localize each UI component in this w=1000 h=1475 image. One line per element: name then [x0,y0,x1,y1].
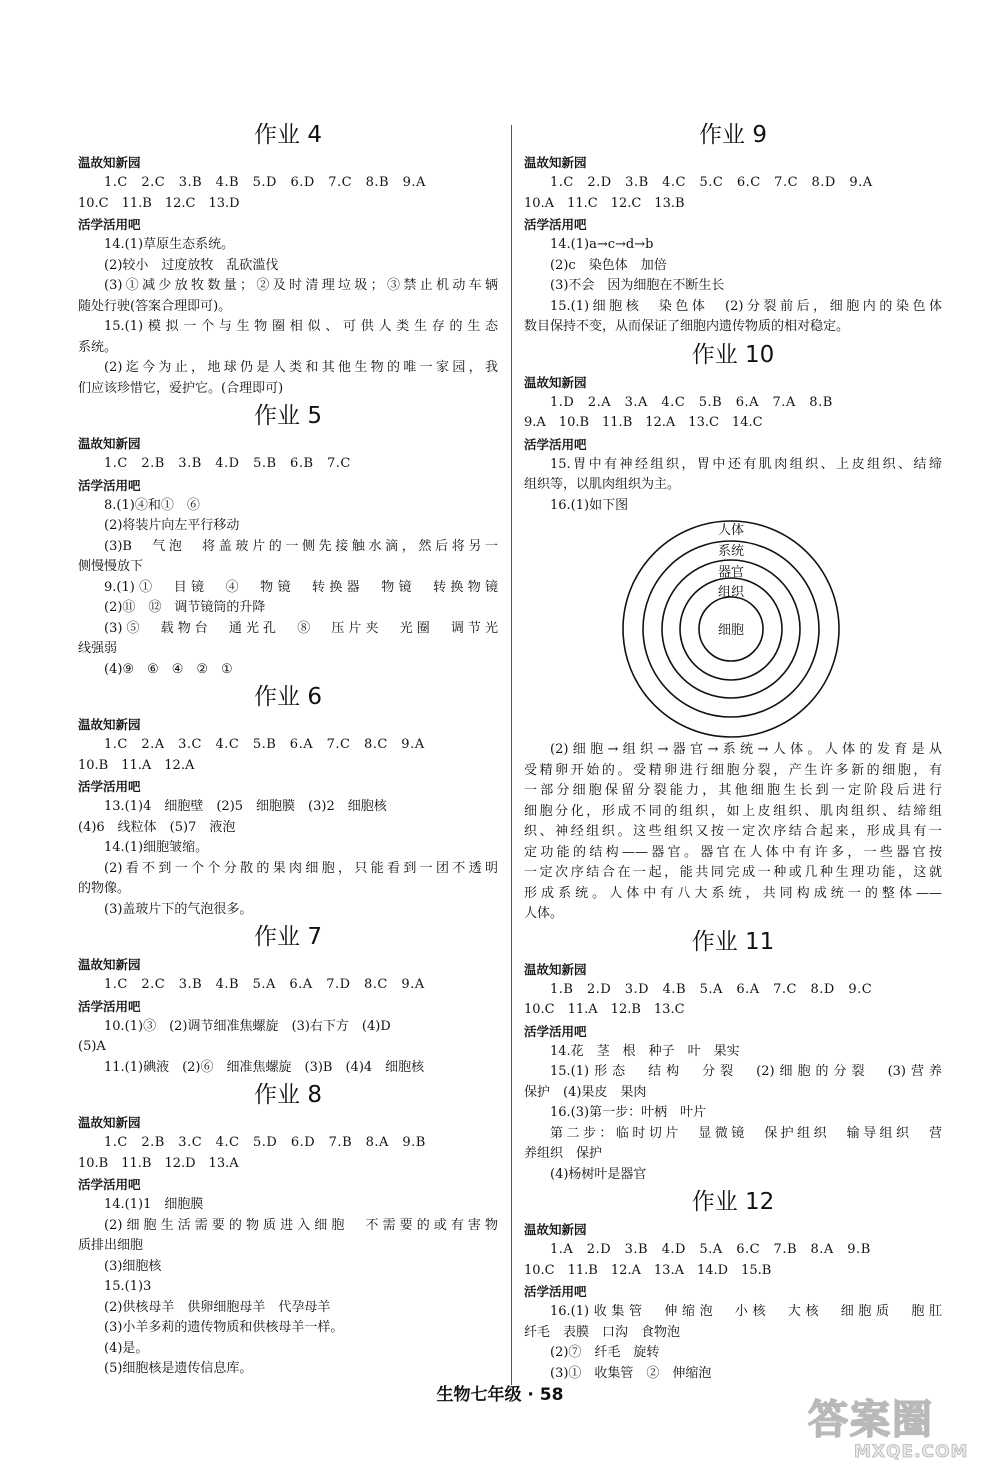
subsection-heading: 温故知新园 [524,1222,587,1237]
answer-line: (2)⑦ 纤毛 旋转 [550,1345,660,1360]
answer-line: 受精卵开始的。受精卵进行细胞分裂，产生许多新的细胞，有 [524,762,942,778]
answer-line: (3)细胞核 [104,1258,162,1274]
answer-line: 们应该珍惜它，爱护它。(合理即可) [78,380,284,396]
diagram-label-2: 系统 [717,544,745,559]
answer-line: (5)细胞核是遗传信息库。 [104,1361,253,1376]
subsection-heading: 温故知新园 [78,155,141,170]
answer-line: (2)看不到一个个分散的果肉细胞，只能看到一团不透明 [104,860,498,876]
diagram-label-4: 组织 [717,585,745,600]
answer-line: 15.(1)形态 结构 分裂 (2)细胞的分裂 (3)营养 [550,1064,942,1079]
answer-line: 数目保持不变，从而保证了细胞内遗传物质的相对稳定。 [524,319,850,334]
left-column [78,118,498,1380]
answer-line: (2)c 染色体 加倍 [550,257,667,273]
answer-line: 1.C 2.B 3.C 4.C 5.D 6.D 7.B 8.A 9.B [104,1135,426,1150]
answer-line: 15.(1)3 [104,1279,152,1294]
answer-line: (4)⑨ ⑥ ④ ② ① [104,661,233,677]
answer-line: (3)⑤ 载物台 通光孔 ⑧ 压片夹 光圈 调节光 [104,620,498,636]
answer-line: (2)供核母羊 供卵细胞母羊 代孕母羊 [104,1299,331,1315]
answer-line: 14.(1)细胞皱缩。 [104,840,209,855]
answer-line: 10.B 11.B 12.D 13.A [78,1155,239,1171]
section-title: 作业 11 [691,928,775,955]
concentric-diagram [620,518,842,740]
answer-line: 的物像。 [78,881,131,896]
answer-line: 1.C 2.D 3.B 4.C 5.C 6.C 7.C 8.D 9.A [550,175,873,190]
answer-line: 9.(1)① 目镜 ④ 物镜 转换器 物镜 转换物镜 [104,579,498,595]
answer-line: 系统。 [78,339,118,355]
subsection-heading: 活学活用吧 [524,436,587,452]
answer-line: 14.花 茎 根 种子 叶 果实 [550,1043,740,1059]
answer-line: 13.(1)4 细胞壁 (2)5 细胞膜 (3)2 细胞核 [104,799,387,814]
subsection-heading: 活学活用吧 [524,217,587,232]
subsection-heading: 温故知新园 [78,1115,141,1130]
answer-line: 1.C 2.C 3.B 4.B 5.D 6.D 7.C 8.B 9.A [104,175,426,190]
section-title: 作业 12 [691,1189,775,1215]
answer-line: 10.B 11.A 12.A [78,757,195,773]
page-footer: 生物七年级 · 58 [436,1385,564,1405]
answer-line: 14.(1)1 细胞膜 [104,1197,204,1212]
answer-line: 10.(1)③ (2)调节细准焦螺旋 (3)右下方 (4)D [104,1018,391,1034]
subsection-heading: 温故知新园 [78,957,141,972]
section-title: 作业 6 [254,684,322,710]
answer-line: 8.(1)④和① ⑥ [104,497,200,513]
answer-line: (3)①减少放牧数量；②及时清理垃圾；③禁止机动车辆 [104,278,498,293]
section-title: 作业 9 [699,122,767,148]
subsection-heading: 活学活用吧 [78,477,141,493]
column-divider [511,125,512,1385]
answer-line: (2)迄今为止，地球仍是人类和其他生物的唯一家园，我 [104,360,498,375]
subsection-heading: 活学活用吧 [524,1284,587,1299]
watermark-main: 答案圈 [808,1397,934,1443]
subsection-heading: 活学活用吧 [78,217,141,232]
subsection-heading: 温故知新园 [78,436,141,451]
subsection-heading: 温故知新园 [524,961,587,977]
answer-line: (4)杨树叶是器官 [550,1166,647,1182]
answer-line: (5)A [78,1039,106,1054]
answer-line: 第二步：临时切片 显微镜 保护组织 输导组织 营 [550,1125,942,1141]
answer-line: 15.(1)细胞核 染色体 (2)分裂前后，细胞内的染色体 [550,298,942,314]
answer-line: (2)将装片向左平行移动 [104,518,240,533]
section-title: 作业 8 [254,1082,322,1108]
right-column [524,118,942,1384]
answer-line: 1.A 2.D 3.B 4.D 5.A 6.C 7.B 8.A 9.B [550,1242,871,1257]
answer-line: 1.C 2.C 3.B 4.B 5.A 6.A 7.D 8.C 9.A [104,977,425,992]
answer-line: 养组织 保护 [524,1146,603,1161]
answer-line: 15.胃中有神经组织，胃中还有肌肉组织、上皮组织、结缔 [550,456,942,472]
subsection-heading: 活学活用吧 [524,1023,587,1039]
answer-line: 纤毛 表膜 口沟 食物泡 [524,1324,681,1340]
subsection-heading: 温故知新园 [78,717,141,732]
subsection-heading: 温故知新园 [524,374,587,390]
answer-line: 11.(1)碘液 (2)⑥ 细准焦螺旋 (3)B (4)4 细胞核 [104,1059,425,1075]
section-title: 作业 5 [254,403,322,429]
answer-line: (2)较小 过度放牧 乱砍滥伐 [104,257,279,273]
watermark-url: MXQE.COM [854,1442,969,1462]
subsection-heading: 活学活用吧 [78,1177,141,1192]
answer-line: 形成系统。人体中有八大系统，共同构成统一的整体—— [524,885,942,901]
answer-line: 人体。 [524,906,564,921]
answer-line: 10.C 11.A 12.B 13.C [524,1002,685,1017]
answer-line: 1.D 2.A 3.A 4.C 5.B 6.A 7.A 8.B [550,394,833,410]
answer-line: 1.B 2.D 3.D 4.B 5.A 6.A 7.C 8.D 9.C [550,981,873,997]
answer-line: 16.(1)收集管 伸缩泡 小核 大核 细胞质 胞肛 [550,1304,942,1319]
answer-line: (3)不会 因为细胞在不断生长 [550,278,725,293]
answer-line: 质排出细胞 [78,1238,144,1253]
answer-line: (3)B 气泡 将盖玻片的一侧先接触水滴，然后将另一 [104,538,498,554]
answer-line: 线强弱 [78,641,118,656]
section-title: 作业 4 [254,122,322,148]
subsection-heading: 活学活用吧 [78,779,141,794]
answer-line: (4)6 线粒体 (5)7 液泡 [78,819,236,835]
answer-line: 细胞分化，形成不同的组织，如上皮组织、肌肉组织、结缔组 [524,803,942,819]
answer-line: 10.C 11.B 12.C 13.D [78,195,240,211]
subsection-heading: 温故知新园 [524,155,587,170]
section-title: 作业 10 [691,341,775,368]
answer-line: 侧慢慢放下 [78,559,144,574]
answer-line: 随处行驶(答案合理即可)。 [78,298,232,314]
answer-line: (2)⑪ ⑫ 调节镜筒的升降 [104,600,266,615]
answer-line: 10.C 11.B 12.A 13.A 14.D 15.B [524,1262,772,1278]
answer-line: 组织等，以肌肉组织为主。 [524,477,681,492]
answer-line: 14.(1)a→c→d→b [550,237,654,252]
subsection-heading: 活学活用吧 [78,998,141,1014]
answer-line: (3)① 收集管 ② 伸缩泡 [550,1365,712,1381]
answer-line: 一定次序结合在一起，能共同完成一种或几种生理功能，这就 [524,865,942,880]
answer-line: 16.(1)如下图 [550,497,629,513]
watermark-logo [808,1398,988,1468]
answer-line: 1.C 2.B 3.B 4.D 5.B 6.B 7.C [104,456,351,471]
answer-line: (3)小羊多莉的遗传物质和供核母羊一样。 [104,1320,344,1335]
diagram-label-5: 细胞 [717,623,745,638]
answer-line: 10.A 11.C 12.C 13.B [524,195,685,211]
answer-line: (2)细胞→组织→器官→系统→人体。人体的发育是从 [550,742,942,757]
answer-line: 织、神经组织。这些组织又按一定次序结合起来，形成具有一 [524,824,942,839]
diagram-label-3: 器官 [717,565,745,580]
answer-line: 保护 (4)果皮 果肉 [524,1084,647,1100]
answer-line: 15.(1)模拟一个与生物圈相似、可供人类生存的生态 [104,319,498,334]
answer-line: 一部分细胞保留分裂能力，其他细胞生长到一定阶段后进行 [524,783,942,798]
answer-line: 9.A 10.B 11.B 12.A 13.C 14.C [524,415,763,430]
section-title: 作业 7 [254,924,322,950]
answer-line: 1.C 2.A 3.C 4.C 5.B 6.A 7.C 8.C 9.A [104,737,425,752]
answer-line: 14.(1)草原生态系统。 [104,237,235,252]
answer-line: (2)细胞生活需要的物质进入细胞 不需要的或有害物 [104,1217,498,1233]
answer-line: (4)是。 [104,1340,149,1356]
answer-line: 16.(3)第一步：叶柄 叶片 [550,1105,707,1120]
answer-line: (3)盖玻片下的气泡很多。 [104,901,253,917]
diagram-label-1: 人体 [717,523,745,538]
answer-line: 定功能的结构——器官。器官在人体中有许多，一些器官按 [524,844,942,860]
